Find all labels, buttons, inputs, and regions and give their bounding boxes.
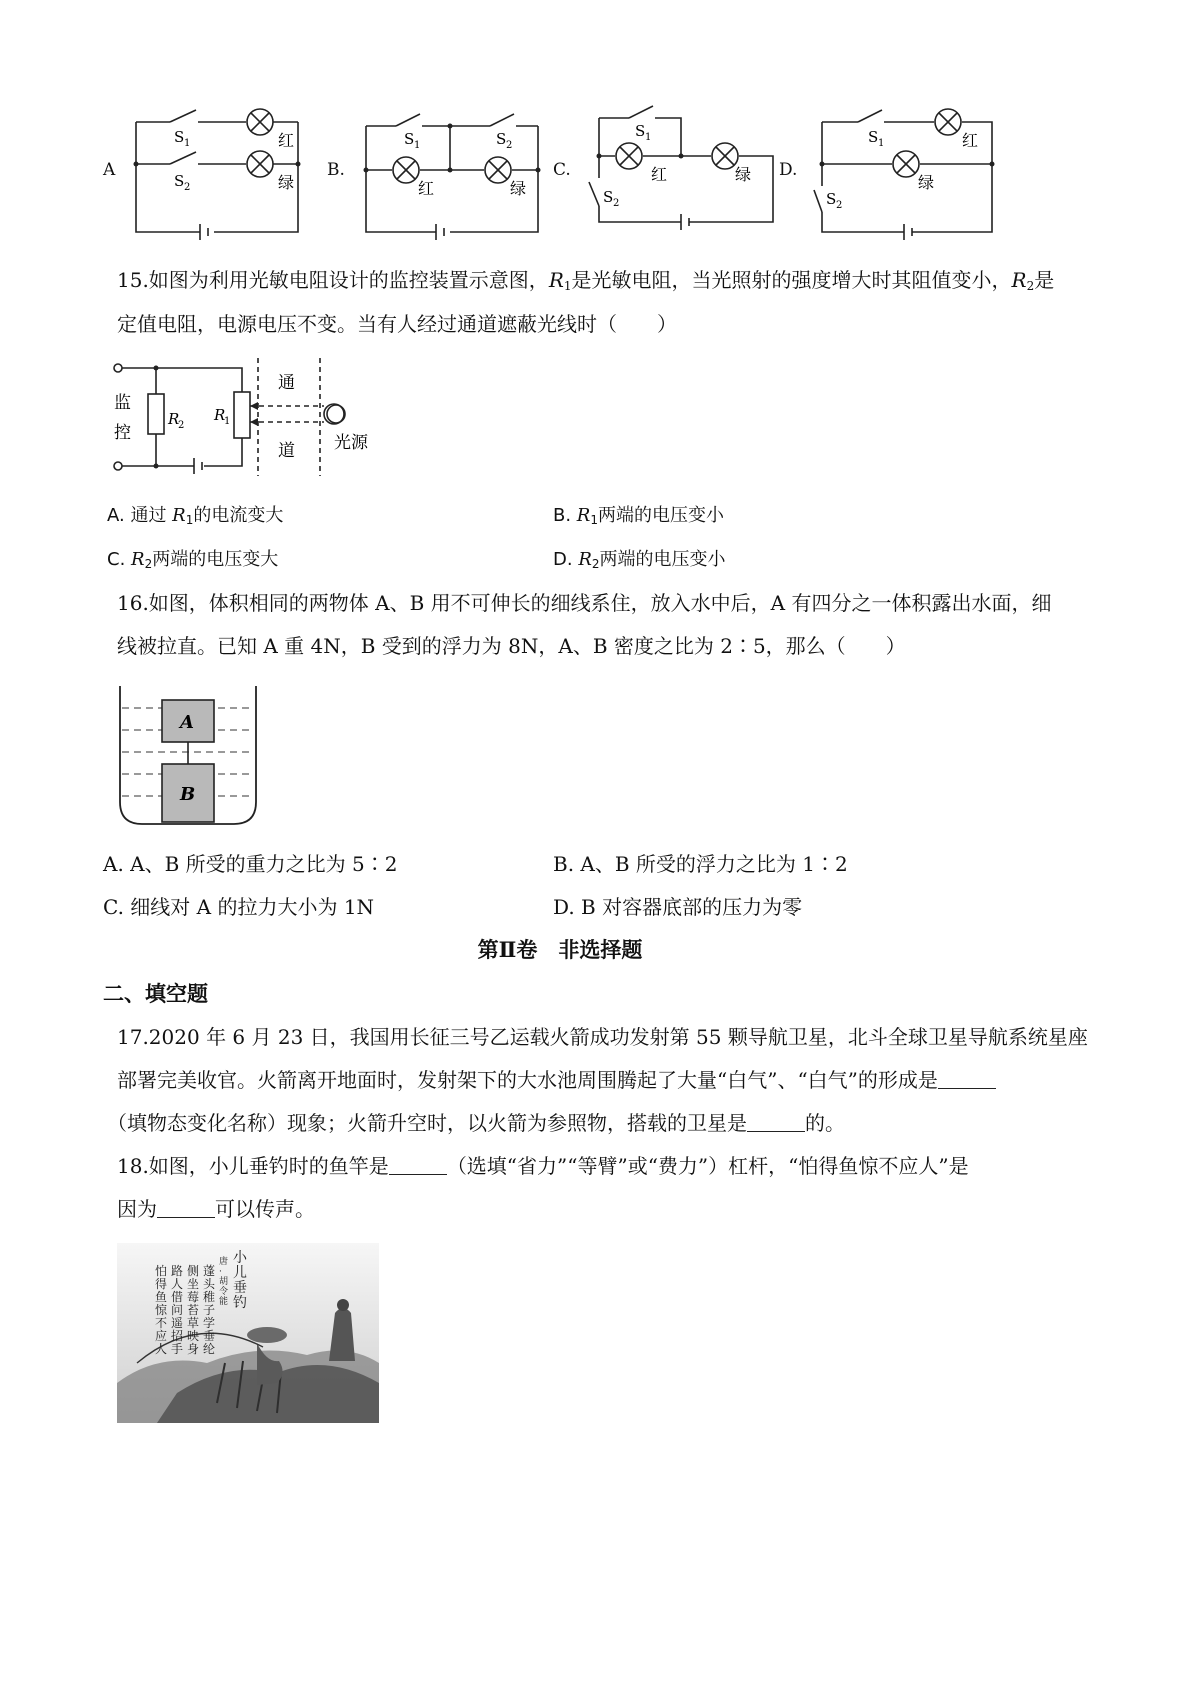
- svg-text:2: 2: [836, 200, 843, 211]
- poem-line-4: 怕得鱼惊不应人: [155, 1264, 168, 1356]
- svg-text:1: 1: [224, 416, 231, 427]
- svg-text:2: 2: [184, 182, 191, 193]
- q18-blank-2[interactable]: [157, 1199, 215, 1218]
- svg-text:红: 红: [278, 131, 295, 150]
- svg-text:2: 2: [178, 420, 185, 431]
- q14-option-d-circuit: [812, 100, 1002, 240]
- q15-option-c[interactable]: C. $R_2$两端的电压变大: [107, 549, 279, 571]
- svg-text:2: 2: [506, 140, 513, 151]
- q17-blank-2[interactable]: [747, 1113, 805, 1132]
- svg-text:2: 2: [613, 198, 620, 209]
- q17-stem-line3: （填物态变化名称）现象；火箭升空时，以火箭为参照物，搭载的卫星是 的。: [107, 1111, 845, 1135]
- q16-option-b[interactable]: B. A、B 所受的浮力之比为 1∶2: [553, 852, 848, 876]
- poem-line-3: 路人借问遥招手: [171, 1264, 184, 1356]
- svg-text:A: A: [180, 712, 194, 733]
- q16-option-d[interactable]: D. B 对容器底部的压力为零: [553, 895, 803, 919]
- svg-text:S: S: [496, 130, 507, 148]
- q15-option-d[interactable]: D. $R_2$两端的电压变小: [553, 549, 726, 571]
- q17-blank-1[interactable]: [938, 1070, 996, 1089]
- svg-text:1: 1: [645, 132, 652, 143]
- q15-circuit-figure: [110, 358, 380, 488]
- q18-blank-1[interactable]: [389, 1156, 447, 1175]
- svg-text:R: R: [168, 410, 180, 428]
- q18-stem-line2: 因为 可以传声。: [117, 1197, 315, 1221]
- svg-text:1: 1: [414, 140, 421, 151]
- svg-text:S: S: [603, 188, 614, 206]
- q14-option-a-letter[interactable]: A: [103, 160, 116, 180]
- svg-text:S: S: [174, 172, 185, 190]
- svg-text:S: S: [174, 128, 185, 146]
- q15-stem-line1: 15.如图为利用光敏电阻设计的监控装置示意图，$R_1$是光敏电阻，当光照射的强度增大时其阻值变小，$R_2$是: [117, 268, 1055, 293]
- q16-option-c[interactable]: C. 细线对 A 的拉力大小为 1N: [103, 895, 375, 919]
- q18-stem-line1: 18.如图，小儿垂钓时的鱼竿是 （选填“省力”“等臂”或“费力”）杠杆，“怕得鱼惊不应人”是: [117, 1154, 969, 1178]
- q15-option-b[interactable]: B. $R_1$两端的电压变小: [553, 505, 724, 527]
- svg-text:S: S: [635, 122, 646, 140]
- q18-poem-illustration: [117, 1243, 379, 1423]
- q15-option-a[interactable]: A. 通过 $R_1$的电流变大: [107, 505, 284, 527]
- svg-text:红: 红: [651, 165, 668, 184]
- svg-text:光源: 光源: [334, 433, 368, 453]
- q17-stem-line2: 部署完美收官。火箭离开地面时，发射架下的大水池周围腾起了大量“白气”、“白气”的形成是: [117, 1066, 996, 1094]
- svg-text:红: 红: [962, 131, 979, 150]
- svg-text:绿: 绿: [510, 179, 527, 198]
- svg-text:道: 道: [278, 441, 295, 461]
- svg-text:B: B: [180, 784, 196, 805]
- q16-option-a[interactable]: A. A、B 所受的重力之比为 5∶2: [103, 852, 398, 876]
- q16-stem-line1: 16.如图，体积相同的两物体 A、B 用不可伸长的细线系住，放入水中后，A 有四分之一体积露出水面，细: [117, 591, 1052, 615]
- svg-text:通: 通: [278, 373, 295, 393]
- svg-text:1: 1: [184, 138, 191, 149]
- q16-container-figure: [114, 684, 264, 832]
- q15-stem-line2: 定值电阻，电源电压不变。当有人经过通道遮蔽光线时（ ）: [117, 312, 677, 336]
- svg-text:绿: 绿: [735, 165, 752, 184]
- svg-text:R: R: [214, 406, 226, 424]
- poem-text-columns: [127, 1251, 247, 1361]
- q14-option-d-letter[interactable]: D.: [779, 160, 798, 180]
- section2-title: 二、填空题: [103, 981, 208, 1006]
- svg-text:监: 监: [114, 393, 131, 413]
- q14-option-b-circuit: [358, 100, 548, 240]
- q14-option-c-circuit: [585, 100, 785, 240]
- q14-option-b-letter[interactable]: B.: [327, 160, 345, 180]
- q16-stem-line2: 线被拉直。已知 A 重 4N，B 受到的浮力为 8N，A、B 密度之比为 2∶5，那么（ ）: [117, 634, 906, 658]
- svg-text:S: S: [826, 190, 837, 208]
- poem-author: 唐·胡令能: [219, 1257, 229, 1307]
- poem-line-2: 侧坐莓苔草映身: [187, 1264, 200, 1356]
- poem-line-1: 蓬头稚子学垂纶: [203, 1264, 216, 1356]
- svg-text:红: 红: [418, 179, 435, 198]
- poem-title: 小儿垂钓: [233, 1250, 247, 1311]
- svg-text:控: 控: [114, 423, 131, 443]
- svg-text:S: S: [868, 128, 879, 146]
- svg-text:绿: 绿: [278, 173, 295, 192]
- q17-stem-line1: 17.2020 年 6 月 23 日，我国用长征三号乙运载火箭成功发射第 55 颗导航卫星，北斗全球卫星导航系统星座: [117, 1025, 1088, 1049]
- q14-option-c-letter[interactable]: C.: [553, 160, 571, 180]
- svg-text:S: S: [404, 130, 415, 148]
- q14-option-a-circuit: [128, 100, 308, 240]
- svg-text:绿: 绿: [918, 173, 935, 192]
- svg-text:1: 1: [878, 138, 885, 149]
- part2-title: 第Ⅱ卷 非选择题: [477, 937, 643, 962]
